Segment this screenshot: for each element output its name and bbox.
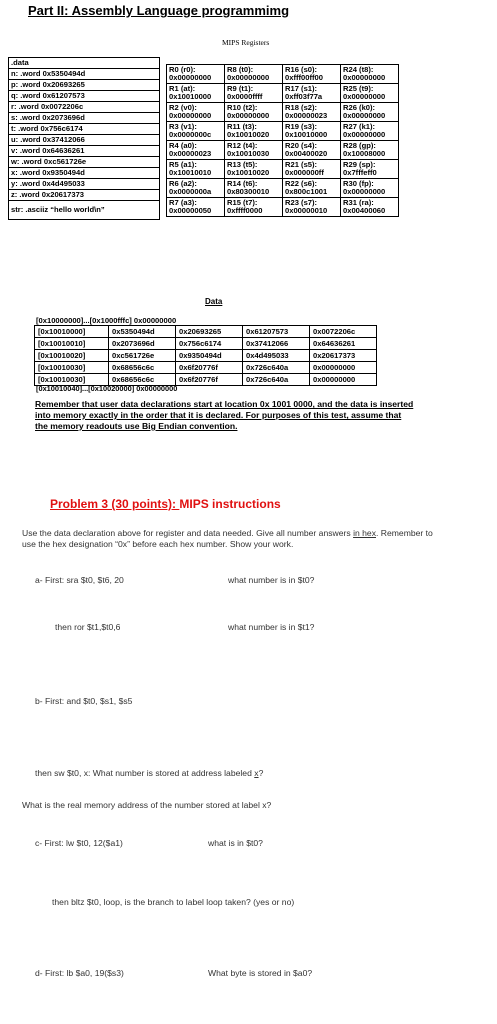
declaration-line: u: .word 0x37412066: [9, 135, 159, 146]
memory-word: 0x61207573: [243, 326, 310, 338]
register-value: 0x00000000: [343, 92, 386, 101]
memory-footer: [0x10010040]...[0x10020000] 0x00000000: [36, 384, 178, 393]
register-value: 0x10010000: [285, 130, 328, 139]
register-cell: [341, 84, 399, 103]
register-cell: [341, 179, 399, 198]
register-value: 0x10010020: [227, 130, 270, 139]
register-cell: [225, 103, 283, 122]
question-b-ask2: What is the real memory address of the number stored at label x?: [22, 800, 272, 810]
register-cell: [283, 103, 341, 122]
register-cell: [341, 141, 399, 160]
register-name: R9 (t1):: [227, 83, 254, 93]
register-cell: [167, 103, 225, 122]
memory-word: 0xc561726e: [109, 350, 176, 362]
memory-word: 0x0072206c: [310, 326, 377, 338]
problem-points: Problem 3 (30 points):: [50, 497, 180, 511]
register-value: 0x0000000a: [169, 187, 212, 196]
question-c-ask1: what is in $t0?: [208, 838, 263, 848]
declaration-line: x: .word 0x9350494d: [9, 168, 159, 179]
memory-header: [0x10000000]...[0x1000fffc] 0x00000000: [36, 316, 177, 325]
register-value: 0x00000000: [227, 73, 270, 82]
register-name: R6 (a2):: [169, 178, 197, 188]
register-value: 0x00000050: [169, 206, 212, 215]
memory-address: [0x10010030]: [35, 362, 109, 374]
register-cell: [283, 84, 341, 103]
question-a-ask1: what number is in $t0?: [228, 575, 315, 585]
memory-word: 0x00000000: [310, 362, 377, 374]
declaration-line: r: .word 0x0072206c: [9, 102, 159, 113]
register-row: [167, 141, 399, 160]
register-name: R21 (s5):: [285, 159, 318, 169]
memory-word: 0x20617373: [310, 350, 377, 362]
register-name: R14 (t6):: [227, 178, 258, 188]
register-table: [166, 64, 399, 217]
question-b-then: [35, 768, 263, 778]
declaration-line: q: .word 0x61207573: [9, 91, 159, 102]
memory-word: 0x6f20776f: [176, 374, 243, 386]
register-name: R10 (t2):: [227, 102, 258, 112]
register-name: R0 (r0):: [169, 64, 196, 74]
question-b-first: b- First: and $t0, $s1, $s5: [35, 696, 133, 706]
register-cell: [283, 198, 341, 217]
memory-word: 0x4d495033: [243, 350, 310, 362]
memory-word: 0x2073696d: [109, 338, 176, 350]
memory-word: 0x68656c6c: [109, 374, 176, 386]
register-name: R15 (t7):: [227, 197, 258, 207]
declaration-line: p: .word 0x20693265: [9, 80, 159, 91]
instr-hex: in hex: [353, 528, 376, 538]
register-cell: [225, 160, 283, 179]
register-row: [167, 179, 399, 198]
instr-text: . Remember to use the hex designation “0x” before each hex number. Show your work.: [22, 528, 433, 549]
register-name: R27 (k1):: [343, 121, 376, 131]
register-value: 0x00000023: [285, 111, 328, 120]
register-name: R1 (at):: [169, 83, 196, 93]
register-value: 0x00000023: [169, 149, 212, 158]
memory-table: [34, 325, 377, 386]
memory-word: 0x756c6174: [176, 338, 243, 350]
register-cell: [341, 198, 399, 217]
register-name: R26 (k0):: [343, 102, 376, 112]
register-cell: [283, 160, 341, 179]
memory-address: [0x10010010]: [35, 338, 109, 350]
register-value: 0xff03f77a: [285, 92, 323, 101]
register-value: 0x0000ffff: [227, 92, 263, 101]
register-value: 0x10010020: [227, 168, 270, 177]
memory-word: 0x37412066: [243, 338, 310, 350]
memory-row: [35, 362, 377, 374]
register-cell: [167, 122, 225, 141]
memory-word: 0x64636261: [310, 338, 377, 350]
register-row: [167, 198, 399, 217]
question-a-then: then ror $t1,$t0,6: [55, 622, 121, 632]
register-cell: [225, 198, 283, 217]
register-value: 0x10010000: [169, 92, 212, 101]
registers-title: MIPS Registers: [222, 38, 270, 47]
register-row: [167, 122, 399, 141]
register-name: R7 (a3):: [169, 197, 197, 207]
register-name: R3 (v1):: [169, 121, 197, 131]
register-cell: [167, 160, 225, 179]
register-name: R22 (s6):: [285, 178, 318, 188]
register-value: 0x00000000: [343, 111, 386, 120]
endian-note: Remember that user data declarations start at location 0x 1001 0000, and the data is inserted into memory exactly in the order that it is declared. For purposes of this test, assume that the memory readouts use Big Endian convention.: [35, 399, 414, 431]
register-name: R20 (s4):: [285, 140, 318, 150]
register-value: 0x00400020: [285, 149, 328, 158]
question-c-first: c- First: lw $t0, 12($a1): [35, 838, 123, 848]
declaration-line: .data: [9, 58, 159, 69]
register-cell: [167, 179, 225, 198]
memory-row: [35, 326, 377, 338]
register-value: 0xffff0000: [227, 206, 263, 215]
problem-topic: MIPS instructions: [179, 497, 281, 511]
question-b-label-x: x: [254, 768, 259, 778]
memory-word: 0x9350494d: [176, 350, 243, 362]
register-name: R5 (a1):: [169, 159, 197, 169]
data-declarations: [8, 57, 160, 220]
memory-word: 0x20693265: [176, 326, 243, 338]
register-value: 0x00400060: [343, 206, 386, 215]
register-value: 0x10010010: [169, 168, 212, 177]
register-cell: [225, 65, 283, 84]
register-cell: [283, 141, 341, 160]
register-name: R31 (ra):: [343, 197, 374, 207]
register-name: R25 (t9):: [343, 83, 374, 93]
declaration-line: str: .asciiz “hello world\n”: [11, 205, 105, 214]
question-d-ask1: What byte is stored in $a0?: [208, 968, 313, 978]
register-name: R19 (s3):: [285, 121, 318, 131]
register-value: 0x00000000: [343, 187, 386, 196]
register-cell: [341, 122, 399, 141]
memory-address: [0x10010000]: [35, 326, 109, 338]
register-name: R13 (t5):: [227, 159, 258, 169]
register-cell: [341, 160, 399, 179]
declaration-line: z: .word 0x20617373: [9, 190, 159, 201]
memory-word: 0x00000000: [310, 374, 377, 386]
register-cell: [283, 179, 341, 198]
register-row: [167, 103, 399, 122]
problem-title: [50, 497, 281, 511]
register-name: R11 (t3):: [227, 121, 257, 131]
register-cell: [167, 84, 225, 103]
question-a-ask2: what number is in $t1?: [228, 622, 315, 632]
question-c-then: then bltz $t0, loop, is the branch to label loop taken? (yes or no): [52, 897, 295, 907]
register-value: 0x00000000: [169, 73, 212, 82]
register-cell: [225, 141, 283, 160]
register-name: R24 (t8):: [343, 64, 374, 74]
memory-word: 0x726c640a: [243, 362, 310, 374]
register-name: R4 (a0):: [169, 140, 197, 150]
memory-word: 0x68656c6c: [109, 362, 176, 374]
problem-instructions: [22, 528, 442, 549]
register-name: R28 (gp):: [343, 140, 376, 150]
register-cell: [225, 122, 283, 141]
register-name: R17 (s1):: [285, 83, 318, 93]
register-value: 0x00000000: [343, 73, 386, 82]
question-d-first: d- First: lb $a0, 19($s3): [35, 968, 124, 978]
declaration-line: n: .word 0x5350494d: [9, 69, 159, 80]
question-b-qmark: ?: [258, 768, 264, 778]
register-name: R18 (s2):: [285, 102, 318, 112]
register-cell: [225, 179, 283, 198]
memory-word: 0x5350494d: [109, 326, 176, 338]
register-name: R29 (sp):: [343, 159, 376, 169]
declaration-line: t: .word 0x756c6174: [9, 124, 159, 135]
declaration-line: y: .word 0x4d495033: [9, 179, 159, 190]
instr-text: Use the data declaration above for register and data needed. Give all number answers: [22, 528, 354, 538]
register-name: R30 (fp):: [343, 178, 374, 188]
memory-word: 0x726c640a: [243, 374, 310, 386]
register-name: R8 (t0):: [227, 64, 254, 74]
memory-row: [35, 350, 377, 362]
register-value: 0x7fffeff0: [343, 168, 377, 177]
register-row: [167, 65, 399, 84]
question-b-text: then sw $t0, x: What number is stored at address labeled: [35, 768, 255, 778]
register-cell: [341, 65, 399, 84]
register-value: 0x00000000: [227, 111, 270, 120]
register-name: R16 (s0):: [285, 64, 318, 74]
register-cell: [167, 141, 225, 160]
register-value: 0x10010030: [227, 149, 270, 158]
register-value: 0x00000010: [285, 206, 328, 215]
declaration-line: s: .word 0x2073696d: [9, 113, 159, 124]
register-name: R23 (s7):: [285, 197, 318, 207]
memory-row: [35, 338, 377, 350]
register-name: R12 (t4):: [227, 140, 258, 150]
register-cell: [283, 65, 341, 84]
register-name: R2 (v0):: [169, 102, 197, 112]
register-row: [167, 84, 399, 103]
memory-address: [0x10010030]: [35, 374, 109, 386]
register-cell: [341, 103, 399, 122]
register-cell: [225, 84, 283, 103]
register-value: 0x00000000: [343, 130, 386, 139]
register-value: 0x10008000: [343, 149, 386, 158]
register-value: 0x0000000c: [169, 130, 212, 139]
register-cell: [167, 198, 225, 217]
register-row: [167, 160, 399, 179]
memory-word: 0x6f20776f: [176, 362, 243, 374]
question-a-first: a- First: sra $t0, $t6, 20: [35, 575, 124, 585]
register-value: 0x80300010: [227, 187, 270, 196]
declaration-line: v: .word 0x64636261: [9, 146, 159, 157]
register-value: 0xfff00ff00: [285, 73, 323, 82]
declaration-line: w: .word 0xc561726e: [9, 157, 159, 168]
memory-address: [0x10010020]: [35, 350, 109, 362]
part-title: Part II: Assembly Language programmimg: [28, 3, 290, 18]
register-cell: [167, 65, 225, 84]
register-cell: [283, 122, 341, 141]
register-value: 0x800c1001: [285, 187, 328, 196]
data-label: Data: [205, 297, 223, 306]
register-value: 0x000000ff: [285, 168, 324, 177]
register-value: 0x00000000: [169, 111, 212, 120]
